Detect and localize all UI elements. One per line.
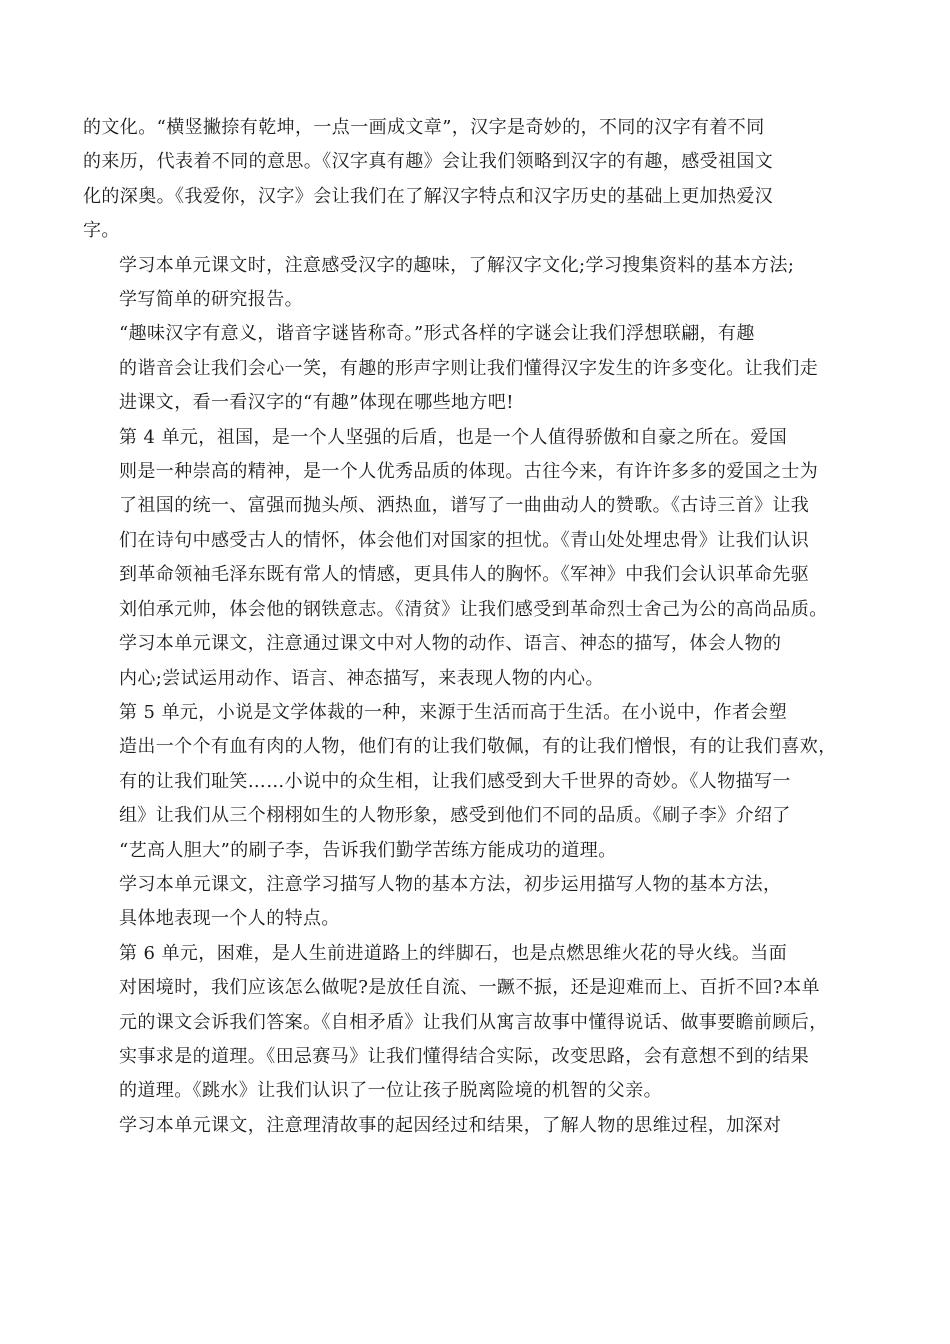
text-line: 学习本单元课文，注意理清故事的起因经过和结果，了解人物的思维过程，加深对 (119, 1114, 782, 1136)
text-line: 的道理。《跳水》让我们认识了一位让孩子脱离险境的机智的父亲。 (119, 1080, 662, 1102)
text-line: 字。 (83, 220, 120, 242)
paragraph-unit4-intro (83, 421, 865, 627)
text-line: 学习本单元课文时，注意感受汉字的趣味，了解汉字文化;学习搜集资料的基本方法; (119, 254, 795, 276)
text-line: 有的让我们耻笑……小说中的众生相，让我们感受到大千世界的奇妙。《人物描写一 (119, 770, 791, 792)
text-line: 了祖国的统一、富强而抛头颅、洒热血，谱写了一曲曲动人的赞歌。《古诗三首》让我 (119, 495, 810, 517)
text-line: 的文化。“横竖撇捺有乾坤，一点一画成文章”，汉字是奇妙的，不同的汉字有着不同 (83, 117, 765, 138)
text-line: 元的课文会诉我们答案。《自相矛盾》让我们从寓言故事中懂得说话、做事要瞻前顾后， (119, 1011, 828, 1033)
text-line: 刘伯承元帅，体会他的钢铁意志。《清贫》让我们感受到革命烈士舍己为公的高尚品质。 (119, 598, 828, 620)
paragraph-hanzi-culture (83, 111, 865, 249)
document-page (83, 111, 865, 1143)
text-line: 则是一种崇高的精神，是一个人优秀品质的体现。古往今来，有许许多多的爱国之士为 (119, 461, 819, 483)
paragraph-unit5-intro (83, 696, 865, 868)
text-line: 化的深奥。《我爱你，汉字》会让我们在了解汉字特点和汉字历史的基础上更加热爱汉 (83, 185, 774, 207)
text-line: 们在诗句中感受古人的情怀，体会他们对国家的担忧。《青山处处埋忠骨》让我们认识 (119, 529, 810, 551)
text-line: 具体地表现一个人的特点。 (119, 908, 340, 930)
text-line: 第 5 单元，小说是文学体裁的一种，来源于生活而高于生活。在小说中，作者会塑 (119, 701, 788, 723)
paragraph-unit6-intro (83, 937, 865, 1109)
text-line: 第 4 单元，祖国，是一个人坚强的后盾，也是一个人值得骄傲和自豪之所在。爱国 (119, 426, 788, 448)
text-line: 学写简单的研究报告。 (119, 289, 303, 311)
text-line: “趣味汉字有意义，谐音字谜皆称奇。”形式各样的字谜会让我们浮想联翩，有趣 (119, 323, 755, 345)
text-line: 学习本单元课文，注意学习描写人物的基本方法，初步运用描写人物的基本方法， (119, 873, 782, 895)
text-line: 第 6 单元，困难，是人生前进道路上的绊脚石，也是点燃思维火花的导火线。当面 (119, 942, 788, 964)
paragraph-unit3-study-tips (83, 249, 865, 318)
text-line: 造出一个个有血有肉的人物，他们有的让我们敬佩，有的让我们憎恨，有的让我们喜欢， (119, 736, 837, 758)
text-line: 到革命领袖毛泽东既有常人的情感，更具伟人的胸怀。《军神》中我们会认识革命先驱 (119, 564, 810, 586)
text-line: “艺高人胆大”的刷子李，告诉我们勤学苦练方能成功的道理。 (119, 839, 617, 861)
paragraph-unit5-study-tips (83, 868, 865, 937)
paragraph-fun-hanzi (83, 317, 865, 420)
paragraph-unit6-study-tips (83, 1109, 865, 1143)
text-line: 组》让我们从三个栩栩如生的人物形象，感受到他们不同的品质。《刷子李》介绍了 (119, 805, 791, 827)
text-line: 学习本单元课文，注意通过课文中对人物的动作、语言、神态的描写，体会人物的 (119, 633, 782, 655)
text-line: 对困境时，我们应该怎么做呢?是放任自流、一蹶不振，还是迎难而上、百折不回?本单 (119, 977, 820, 999)
text-line: 内心;尝试运用动作、语言、神态描写，来表现人物的内心。 (119, 667, 604, 689)
text-line: 的谐音会让我们会心一笑，有趣的形声字则让我们懂得汉字发生的许多变化。让我们走 (119, 357, 819, 379)
paragraph-unit4-study-tips (83, 627, 865, 696)
text-line: 实事求是的道理。《田忌赛马》让我们懂得结合实际，改变思路，会有意想不到的结果 (119, 1045, 810, 1067)
text-line: 进课文，看一看汉字的“有趣”体现在哪些地方吧! (119, 392, 514, 414)
text-line: 的来历，代表着不同的意思。《汉字真有趣》会让我们领略到汉字的有趣，感受祖国文 (83, 151, 774, 173)
